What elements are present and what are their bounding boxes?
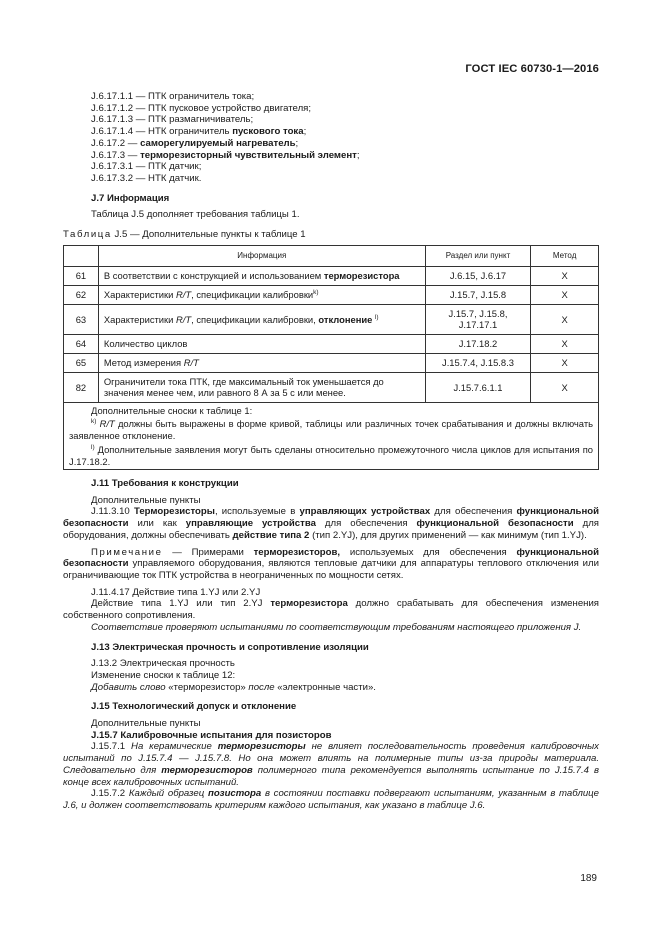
row-info-italic: R/T bbox=[176, 289, 192, 300]
list-item: J.6.17.1.2 — ПТК пусковое устройство двигателя; bbox=[91, 102, 312, 114]
header-section: Раздел или пункт bbox=[425, 245, 531, 266]
row-method: X bbox=[531, 334, 599, 353]
list-item-term: терморезисторный чувствительный элемент bbox=[140, 149, 357, 161]
note-paragraph bbox=[63, 547, 599, 582]
section-heading-j15: J.15 Технологический допуск и отклонение bbox=[91, 701, 297, 713]
row-info bbox=[98, 304, 425, 334]
term: терморезистора bbox=[270, 598, 348, 610]
text-italic: в состоянии поставки подвергают испытаниям, указанным в таблице J.6, и должен соответствовать критериям каждого испытания, как указано в таблице J.6. bbox=[63, 788, 600, 811]
row-info-text: В соответствии с конструкцией и использованием bbox=[103, 270, 324, 281]
row-section: J.17.18.2 bbox=[425, 334, 531, 353]
footnote-mark: l) bbox=[91, 444, 95, 452]
text: , используемые в bbox=[214, 506, 300, 518]
text: J.15.7.2 bbox=[91, 788, 129, 800]
text-italic: На керамические bbox=[131, 741, 218, 753]
list-item-punct: ; bbox=[303, 126, 307, 138]
text: J.15.7.1 bbox=[91, 741, 132, 753]
row-info bbox=[98, 353, 425, 372]
term: действие типа 2 bbox=[232, 529, 310, 541]
footnote-mark: k) bbox=[313, 288, 319, 296]
list-item-term: пускового тока bbox=[232, 126, 304, 138]
footnote-mark: k) bbox=[91, 418, 97, 426]
term: терморезисторы bbox=[217, 741, 306, 753]
page-content bbox=[63, 91, 599, 812]
section-text: Таблица J.5 дополняет требования таблицы 1. bbox=[91, 209, 300, 221]
paragraph-add-word bbox=[63, 682, 599, 694]
table-row bbox=[64, 285, 599, 304]
list-item-text: J.6.17.1.4 — НТК ограничитель bbox=[91, 126, 233, 138]
note-k bbox=[69, 418, 593, 441]
paragraph-j15-7-1 bbox=[63, 741, 599, 788]
row-info-text: Характеристики bbox=[103, 313, 176, 325]
row-info-text: Метод измерения bbox=[103, 357, 184, 368]
row-number: 62 bbox=[64, 285, 99, 304]
text-italic: Каждый образец bbox=[128, 788, 208, 800]
row-number: 61 bbox=[64, 266, 99, 285]
paragraph-j11-3-10 bbox=[63, 506, 599, 541]
note-l-text: Дополнительные заявления могут быть сделаны относительно промежуточного числа циклов для испытания по J.17.18.2. bbox=[69, 444, 593, 467]
list-item bbox=[91, 126, 599, 138]
text: должно срабатывать для обеспечения изменения собственного сопротивления. bbox=[63, 598, 600, 622]
note-label: Примечание bbox=[91, 546, 163, 558]
header-method: Метод bbox=[531, 245, 599, 266]
notes-title: Дополнительные сноски к таблице 1: bbox=[91, 404, 253, 416]
row-section: J.15.7.6.1.1 bbox=[425, 372, 531, 402]
subheading: Дополнительные пункты bbox=[91, 718, 201, 730]
row-info-text: Характеристики bbox=[103, 289, 176, 300]
row-method: X bbox=[531, 372, 599, 402]
note-k-text: должны быть выражены в форме кривой, таблицы или различных точек срабатывания и должны включать заявленное отклонение. bbox=[69, 418, 593, 441]
table-notes-row bbox=[64, 402, 599, 469]
table-row bbox=[64, 372, 599, 402]
text-italic: после bbox=[248, 681, 275, 693]
note-l bbox=[69, 444, 593, 467]
text: для обеспечения bbox=[430, 506, 517, 518]
list-item bbox=[91, 138, 599, 150]
term: управляющие устройства bbox=[185, 518, 316, 530]
term: позистора bbox=[207, 788, 262, 800]
row-number: 82 bbox=[64, 372, 99, 402]
row-section: J.15.7, J.15.8, J.17.17.1 bbox=[425, 304, 531, 334]
row-info bbox=[98, 266, 425, 285]
row-info-italic: R/T bbox=[176, 313, 192, 325]
list-item: J.6.17.1.3 — ПТК размагничиватель; bbox=[91, 114, 254, 126]
text: «терморезистор» bbox=[165, 681, 249, 693]
row-number: 63 bbox=[64, 304, 99, 334]
list-item: J.6.17.3.2 — НТК датчик. bbox=[91, 172, 202, 184]
term: терморезисторов, bbox=[253, 546, 341, 558]
text: для обеспечения bbox=[315, 518, 417, 530]
row-method: X bbox=[531, 304, 599, 334]
supplementary-table bbox=[63, 245, 599, 470]
list-item-text: J.6.17.3 — bbox=[91, 149, 141, 161]
table-row bbox=[64, 266, 599, 285]
text-italic: не влияет последовательность проведения калибровочных испытаний по J.15.7.4 — J.15.7.8. Но она может влиять на полимерные типы из-за природы материала. Следовательно для bbox=[63, 741, 599, 776]
text: или как bbox=[128, 518, 186, 530]
row-info-term: терморезистора bbox=[323, 270, 400, 281]
section-heading-j11: J.11 Требования к конструкции bbox=[91, 478, 239, 490]
list-item-punct: ; bbox=[295, 137, 299, 149]
text-italic: Добавить слово bbox=[91, 681, 166, 693]
list-item-term: саморегулируемый нагреватель bbox=[140, 137, 296, 149]
header-information: Информация bbox=[98, 245, 425, 266]
footnote-mark: l) bbox=[374, 313, 379, 321]
row-method: X bbox=[531, 285, 599, 304]
text: для оборудования, должны обеспечивать bbox=[63, 518, 599, 541]
section-heading-j13: J.13 Электрическая прочность и сопротивление изоляции bbox=[91, 641, 369, 653]
list-item-punct: ; bbox=[356, 149, 360, 161]
standard-header: ГОСТ IEC 60730-1—2016 bbox=[465, 63, 599, 75]
row-info-text: , спецификации калибровки bbox=[191, 289, 314, 300]
row-info: Ограничители тока ПТК, где максимальный ток уменьшается до значения менее чем, или равного 8 А за 5 с или менее. bbox=[98, 372, 425, 402]
paragraph-j15-7-2 bbox=[63, 788, 599, 811]
text: используемых для обеспечения bbox=[340, 546, 517, 558]
list-item bbox=[91, 150, 599, 162]
paragraph-action-type bbox=[63, 598, 599, 621]
list-item: J.6.17.1.1 — ПТК ограничитель тока; bbox=[91, 91, 255, 102]
table-caption bbox=[63, 229, 599, 241]
row-info-italic: R/T bbox=[183, 357, 199, 368]
table-row bbox=[64, 304, 599, 334]
section-heading-j7: J.7 Информация bbox=[91, 192, 170, 204]
row-number: 65 bbox=[64, 353, 99, 372]
row-info-text: , спецификации калибровки, bbox=[191, 313, 319, 325]
table-row bbox=[64, 334, 599, 353]
definition-list bbox=[63, 91, 599, 185]
header-number bbox=[64, 245, 99, 266]
table-caption-text: J.5 — Дополнительные пункты к таблице 1 bbox=[111, 229, 306, 241]
row-info bbox=[98, 285, 425, 304]
row-method: X bbox=[531, 266, 599, 285]
term: управляющих устройствах bbox=[299, 506, 431, 518]
row-section: J.6.15, J.6.17 bbox=[425, 266, 531, 285]
row-info-term: отклонение bbox=[318, 313, 373, 325]
list-item: J.6.17.3.1 — ПТК датчик; bbox=[91, 161, 202, 173]
text: «электронные части». bbox=[274, 681, 376, 693]
table-header-row bbox=[64, 245, 599, 266]
paragraph-table12-change: Изменение сноски к таблице 12: bbox=[91, 669, 236, 681]
table-notes bbox=[64, 402, 599, 469]
row-method: X bbox=[531, 353, 599, 372]
compliance-text: Соответствие проверяют испытаниями по соответствующим требованиям настоящего приложения J. bbox=[91, 621, 582, 633]
text: J.11.3.10 bbox=[91, 506, 134, 518]
subsection-heading-j15-7: J.15.7 Калибровочные испытания для позисторов bbox=[91, 729, 332, 741]
row-section: J.15.7, J.15.8 bbox=[425, 285, 531, 304]
table-caption-label: Таблица bbox=[63, 229, 112, 241]
paragraph-j11-4-17: J.11.4.17 Действие типа 1.YJ или 2.YJ bbox=[91, 586, 261, 598]
row-info: Количество циклов bbox=[98, 334, 425, 353]
subheading: Дополнительные пункты bbox=[91, 494, 201, 506]
term: терморезисторов bbox=[161, 764, 253, 776]
term: Терморезисторы bbox=[133, 506, 215, 518]
term: функциональной безопасности bbox=[63, 506, 599, 530]
row-section: J.15.7.4, J.15.8.3 bbox=[425, 353, 531, 372]
text: Действие типа 1.YJ или тип 2.YJ bbox=[91, 598, 271, 610]
list-item-text: J.6.17.2 — bbox=[91, 137, 141, 149]
text: (тип 2.YJ), для других применений — как минимум (тип 1.YJ). bbox=[309, 529, 587, 541]
table-row bbox=[64, 353, 599, 372]
term: функциональной безопасности bbox=[416, 518, 574, 530]
page-number: 189 bbox=[580, 873, 597, 884]
text: — Примерами bbox=[162, 546, 254, 558]
text-italic: полимерного типа рекомендуется выполнять испытание по J.15.7.4 в конце всех калибровочных испытаний. bbox=[63, 764, 599, 788]
term: функциональной безопасности bbox=[63, 546, 599, 570]
note-k-italic: R/T bbox=[99, 418, 115, 430]
text: управляемого оборудования, являются тепловые датчики для аппаратуры теплового отключения или ограничивающие ток ПТК устройства в неограниченных по мощности сетях. bbox=[63, 558, 599, 581]
row-number: 64 bbox=[64, 334, 99, 353]
paragraph-j13-2: J.13.2 Электрическая прочность bbox=[91, 658, 235, 670]
